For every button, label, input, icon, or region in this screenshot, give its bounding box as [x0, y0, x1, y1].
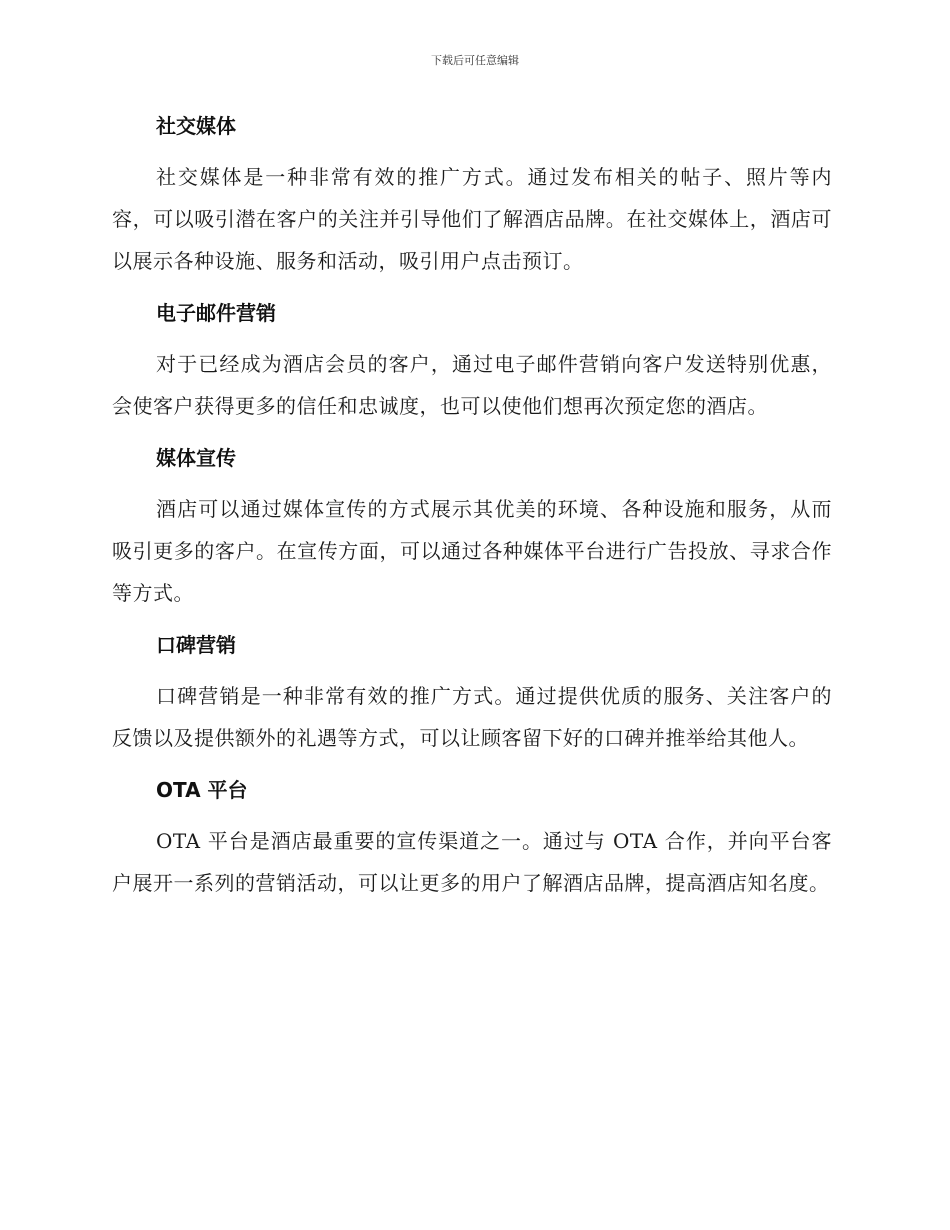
section-heading: 社交媒体	[156, 114, 236, 138]
section-paragraph: 对于已经成为酒店会员的客户，通过电子邮件营销向客户发送特别优惠，会使客户获得更多的信任和忠诚度，也可以使他们想再次预定您的酒店。	[112, 352, 832, 418]
section-heading: OTA 平台	[156, 778, 248, 802]
section-paragraph: 社交媒体是一种非常有效的推广方式。通过发布相关的帖子、照片等内容，可以吸引潜在客户的关注并引导他们了解酒店品牌。在社交媒体上，酒店可以展示各种设施、服务和活动，吸引用户点击预订。	[112, 165, 832, 273]
section-email-marketing	[112, 293, 832, 427]
page-header: 下载后可任意编辑	[431, 54, 519, 67]
section-word-of-mouth	[112, 625, 832, 759]
section-heading: 口碑营销	[156, 633, 236, 657]
section-paragraph: 酒店可以通过媒体宣传的方式展示其优美的环境、各种设施和服务，从而吸引更多的客户。在宣传方面，可以通过各种媒体平台进行广告投放、寻求合作等方式。	[112, 497, 832, 605]
section-ota-platform	[112, 770, 832, 904]
document-body	[112, 106, 832, 904]
section-paragraph: 口碑营销是一种非常有效的推广方式。通过提供优质的服务、关注客户的反馈以及提供额外的礼遇等方式，可以让顾客留下好的口碑并推举给其他人。	[112, 684, 832, 750]
section-paragraph: OTA 平台是酒店最重要的宣传渠道之一。通过与 OTA 合作，并向平台客户展开一系列的营销活动，可以让更多的用户了解酒店品牌，提高酒店知名度。	[112, 829, 832, 895]
section-media-promotion	[112, 438, 832, 614]
section-social-media	[112, 106, 832, 282]
section-heading: 电子邮件营销	[156, 301, 276, 325]
section-heading: 媒体宣传	[156, 446, 236, 470]
